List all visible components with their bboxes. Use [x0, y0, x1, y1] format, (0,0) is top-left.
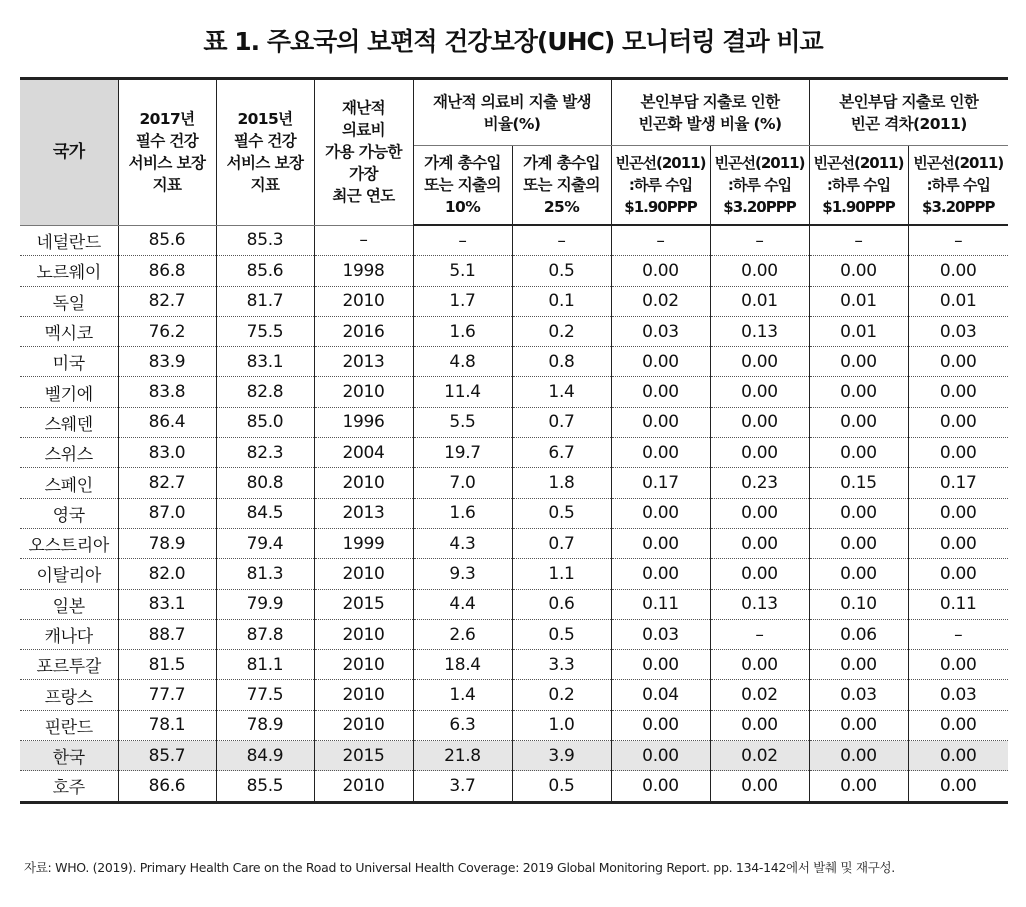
cell-gap-190: 0.00 — [809, 710, 908, 740]
cell-impov-190: 0.00 — [611, 256, 710, 286]
cell-country: 멕시코 — [20, 316, 118, 346]
cell-cat-10: 1.7 — [413, 286, 512, 316]
cell-impov-320: 0.01 — [710, 286, 809, 316]
cell-gap-320: 0.00 — [908, 741, 1008, 771]
cell-country: 핀란드 — [20, 710, 118, 740]
cell-impov-320: 0.02 — [710, 741, 809, 771]
cell-recent-year: 2004 — [314, 438, 413, 468]
cell-gap-190: 0.00 — [809, 438, 908, 468]
cell-cat-25: 6.7 — [512, 438, 611, 468]
cell-country: 스페인 — [20, 468, 118, 498]
cell-recent-year: 1998 — [314, 256, 413, 286]
header-impoverishment-group — [611, 79, 809, 146]
cell-uhc-2017: 85.6 — [118, 225, 216, 256]
cell-uhc-2015: 85.6 — [216, 256, 314, 286]
cell-uhc-2017: 86.4 — [118, 407, 216, 437]
cell-cat-25: 1.4 — [512, 377, 611, 407]
cell-uhc-2015: 78.9 — [216, 710, 314, 740]
cell-uhc-2015: 87.8 — [216, 619, 314, 649]
cell-country: 노르웨이 — [20, 256, 118, 286]
cell-impov-190: 0.03 — [611, 316, 710, 346]
cell-gap-320: – — [908, 619, 1008, 649]
cell-gap-320: 0.00 — [908, 528, 1008, 558]
cell-uhc-2015: 79.9 — [216, 589, 314, 619]
header-gap-320 — [908, 146, 1008, 226]
header-uhc-2015 — [216, 79, 314, 226]
header-line: :하루 수입 — [727, 176, 792, 194]
cell-country: 일본 — [20, 589, 118, 619]
header-catastrophic-group — [413, 79, 611, 146]
cell-gap-320: 0.03 — [908, 680, 1008, 710]
cell-impov-320: 0.13 — [710, 316, 809, 346]
header-line: 재난적 의료비 지출 발생 — [432, 92, 592, 111]
cell-cat-10: 2.6 — [413, 619, 512, 649]
cell-gap-320: 0.00 — [908, 347, 1008, 377]
cell-gap-320: 0.00 — [908, 710, 1008, 740]
cell-cat-10: 6.3 — [413, 710, 512, 740]
cell-uhc-2017: 81.5 — [118, 650, 216, 680]
cell-cat-25: 0.2 — [512, 680, 611, 710]
cell-country: 오스트리아 — [20, 528, 118, 558]
cell-country: 벨기에 — [20, 377, 118, 407]
cell-uhc-2017: 87.0 — [118, 498, 216, 528]
header-line: :하루 수입 — [926, 176, 990, 194]
cell-country: 스위스 — [20, 438, 118, 468]
cell-gap-320: 0.00 — [908, 256, 1008, 286]
header-line: 빈곤화 발생 비율 (%) — [638, 114, 782, 133]
cell-uhc-2015: 85.0 — [216, 407, 314, 437]
cell-gap-190: 0.00 — [809, 650, 908, 680]
cell-country: 독일 — [20, 286, 118, 316]
cell-cat-25: 0.5 — [512, 619, 611, 649]
cell-gap-190: 0.00 — [809, 256, 908, 286]
cell-gap-190: – — [809, 225, 908, 256]
cell-gap-190: 0.15 — [809, 468, 908, 498]
header-line: 가장 — [349, 165, 378, 184]
cell-cat-10: 18.4 — [413, 650, 512, 680]
cell-uhc-2017: 86.6 — [118, 771, 216, 802]
cell-impov-320: 0.00 — [710, 256, 809, 286]
header-line: $3.20PPP — [723, 198, 796, 216]
source-note: 자료: WHO. (2019). Primary Health Care on the Road to Universal Health Coverage: 2019 Global Monitoring Report. pp. 134-142에서 발췌 및 재구성. — [24, 860, 895, 875]
table-row — [20, 256, 1008, 286]
cell-gap-320: 0.01 — [908, 286, 1008, 316]
header-gap-190 — [809, 146, 908, 226]
cell-cat-10: 7.0 — [413, 468, 512, 498]
header-cat-25 — [512, 146, 611, 226]
cell-recent-year: 1996 — [314, 407, 413, 437]
cell-impov-320: – — [710, 619, 809, 649]
header-line: 빈곤선(2011) — [813, 154, 904, 172]
cell-gap-320: 0.00 — [908, 771, 1008, 802]
table-row — [20, 559, 1008, 589]
table-row — [20, 680, 1008, 710]
table-row — [20, 498, 1008, 528]
cell-uhc-2015: 81.1 — [216, 650, 314, 680]
cell-country: 호주 — [20, 771, 118, 802]
cell-gap-190: 0.00 — [809, 559, 908, 589]
cell-uhc-2017: 76.2 — [118, 316, 216, 346]
table-row — [20, 286, 1008, 316]
header-impov-320 — [710, 146, 809, 226]
cell-impov-320: 0.00 — [710, 377, 809, 407]
cell-cat-25: 0.5 — [512, 256, 611, 286]
cell-uhc-2015: 85.5 — [216, 771, 314, 802]
cell-impov-320: 0.23 — [710, 468, 809, 498]
cell-gap-190: 0.00 — [809, 347, 908, 377]
header-line: 가용 가능한 — [325, 143, 402, 162]
cell-gap-320: 0.00 — [908, 650, 1008, 680]
cell-recent-year: 2010 — [314, 771, 413, 802]
cell-recent-year: 2010 — [314, 619, 413, 649]
header-recent-year — [314, 79, 413, 226]
cell-uhc-2015: 79.4 — [216, 528, 314, 558]
cell-uhc-2017: 82.0 — [118, 559, 216, 589]
cell-cat-10: 9.3 — [413, 559, 512, 589]
header-line: 본인부담 지출로 인한 — [640, 92, 780, 111]
cell-impov-320: – — [710, 225, 809, 256]
cell-cat-10: 4.8 — [413, 347, 512, 377]
cell-impov-320: 0.00 — [710, 650, 809, 680]
cell-gap-320: 0.00 — [908, 438, 1008, 468]
cell-gap-190: 0.00 — [809, 498, 908, 528]
cell-cat-25: 1.0 — [512, 710, 611, 740]
header-line: :하루 수입 — [826, 176, 891, 194]
header-line: 의료비 — [341, 121, 386, 140]
cell-uhc-2017: 77.7 — [118, 680, 216, 710]
cell-recent-year: 2013 — [314, 498, 413, 528]
header-line: $1.90PPP — [624, 198, 697, 216]
header-poverty-gap-group — [809, 79, 1008, 146]
cell-country: 영국 — [20, 498, 118, 528]
cell-gap-320: 0.00 — [908, 377, 1008, 407]
cell-country: 네덜란드 — [20, 225, 118, 256]
cell-uhc-2017: 83.1 — [118, 589, 216, 619]
header-line: 필수 건강 — [233, 132, 297, 151]
table-row — [20, 407, 1008, 437]
cell-impov-190: 0.00 — [611, 407, 710, 437]
table-row — [20, 377, 1008, 407]
cell-cat-10: 19.7 — [413, 438, 512, 468]
cell-uhc-2015: 80.8 — [216, 468, 314, 498]
header-line: 25% — [543, 198, 580, 216]
table-row — [20, 771, 1008, 802]
cell-country: 미국 — [20, 347, 118, 377]
cell-uhc-2017: 78.1 — [118, 710, 216, 740]
table-row — [20, 619, 1008, 649]
cell-gap-190: 0.01 — [809, 286, 908, 316]
header-line: 10% — [444, 198, 481, 216]
table-row — [20, 347, 1008, 377]
header-cat-10 — [413, 146, 512, 226]
cell-cat-10: 11.4 — [413, 377, 512, 407]
cell-impov-320: 0.00 — [710, 438, 809, 468]
cell-country: 스웨덴 — [20, 407, 118, 437]
header-line: $3.20PPP — [922, 198, 995, 216]
cell-impov-190: 0.00 — [611, 498, 710, 528]
header-line: 가계 총수입 — [523, 154, 600, 172]
header-uhc-2017 — [118, 79, 216, 226]
header-line: 재난적 — [341, 99, 386, 118]
cell-gap-190: 0.00 — [809, 771, 908, 802]
cell-uhc-2015: 81.7 — [216, 286, 314, 316]
cell-cat-25: 0.7 — [512, 407, 611, 437]
cell-gap-320: 0.03 — [908, 316, 1008, 346]
cell-gap-320: 0.17 — [908, 468, 1008, 498]
table-row — [20, 589, 1008, 619]
cell-uhc-2015: 81.3 — [216, 559, 314, 589]
cell-cat-25: 3.9 — [512, 741, 611, 771]
header-line: 또는 지출의 — [424, 176, 501, 194]
cell-impov-320: 0.02 — [710, 680, 809, 710]
cell-uhc-2017: 82.7 — [118, 286, 216, 316]
cell-country: 프랑스 — [20, 680, 118, 710]
cell-uhc-2017: 83.0 — [118, 438, 216, 468]
cell-cat-25: 0.5 — [512, 771, 611, 802]
cell-cat-25: 0.6 — [512, 589, 611, 619]
table-body — [20, 225, 1008, 802]
cell-impov-320: 0.00 — [710, 710, 809, 740]
header-line: 빈곤선(2011) — [714, 154, 805, 172]
header-line: 서비스 보장 — [128, 154, 206, 173]
header-line: 최근 연도 — [332, 187, 395, 206]
cell-gap-190: 0.01 — [809, 316, 908, 346]
table-row — [20, 741, 1008, 771]
cell-cat-25: 1.8 — [512, 468, 611, 498]
cell-uhc-2017: 85.7 — [118, 741, 216, 771]
table-header — [20, 79, 1008, 226]
cell-impov-190: 0.11 — [611, 589, 710, 619]
cell-uhc-2015: 82.8 — [216, 377, 314, 407]
cell-uhc-2017: 83.8 — [118, 377, 216, 407]
cell-impov-190: 0.03 — [611, 619, 710, 649]
header-country: 국가 — [20, 79, 118, 226]
cell-gap-320: 0.00 — [908, 498, 1008, 528]
table-row — [20, 528, 1008, 558]
cell-uhc-2015: 85.3 — [216, 225, 314, 256]
cell-gap-190: 0.06 — [809, 619, 908, 649]
header-line: 필수 건강 — [135, 132, 199, 151]
cell-impov-190: 0.00 — [611, 559, 710, 589]
cell-uhc-2017: 88.7 — [118, 619, 216, 649]
table-row — [20, 225, 1008, 256]
cell-cat-10: 4.4 — [413, 589, 512, 619]
header-line: 2017년 — [139, 110, 195, 129]
cell-uhc-2017: 83.9 — [118, 347, 216, 377]
cell-recent-year: 2010 — [314, 286, 413, 316]
cell-recent-year: 2010 — [314, 650, 413, 680]
header-line: 비율(%) — [483, 114, 541, 133]
cell-impov-320: 0.00 — [710, 528, 809, 558]
cell-impov-190: 0.17 — [611, 468, 710, 498]
header-line: 빈곤선(2011) — [913, 154, 1004, 172]
cell-uhc-2015: 83.1 — [216, 347, 314, 377]
cell-impov-190: 0.00 — [611, 438, 710, 468]
cell-gap-320: – — [908, 225, 1008, 256]
header-line: 지표 — [250, 176, 280, 195]
cell-cat-25: 0.2 — [512, 316, 611, 346]
cell-recent-year: 2015 — [314, 589, 413, 619]
cell-gap-190: 0.00 — [809, 741, 908, 771]
cell-recent-year: 2010 — [314, 710, 413, 740]
cell-impov-190: 0.00 — [611, 771, 710, 802]
cell-impov-190: 0.00 — [611, 528, 710, 558]
cell-cat-10: 1.4 — [413, 680, 512, 710]
cell-impov-320: 0.00 — [710, 407, 809, 437]
cell-impov-190: 0.02 — [611, 286, 710, 316]
header-line: 빈곤선(2011) — [615, 154, 706, 172]
cell-uhc-2015: 84.9 — [216, 741, 314, 771]
cell-cat-25: 3.3 — [512, 650, 611, 680]
header-line: 본인부담 지출로 인한 — [839, 92, 979, 111]
cell-gap-320: 0.00 — [908, 407, 1008, 437]
cell-cat-25: 0.1 — [512, 286, 611, 316]
header-line: 빈곤 격차(2011) — [850, 114, 967, 133]
cell-cat-10: 21.8 — [413, 741, 512, 771]
cell-recent-year: 2010 — [314, 559, 413, 589]
cell-recent-year: 2010 — [314, 680, 413, 710]
cell-impov-190: 0.00 — [611, 710, 710, 740]
cell-gap-190: 0.03 — [809, 680, 908, 710]
table-row — [20, 710, 1008, 740]
cell-uhc-2015: 75.5 — [216, 316, 314, 346]
cell-cat-25: 1.1 — [512, 559, 611, 589]
cell-country: 한국 — [20, 741, 118, 771]
cell-recent-year: 2013 — [314, 347, 413, 377]
cell-cat-25: 0.5 — [512, 498, 611, 528]
cell-impov-320: 0.00 — [710, 559, 809, 589]
cell-cat-10: 3.7 — [413, 771, 512, 802]
cell-cat-10: 5.5 — [413, 407, 512, 437]
cell-gap-190: 0.00 — [809, 407, 908, 437]
cell-country: 이탈리아 — [20, 559, 118, 589]
cell-impov-320: 0.13 — [710, 589, 809, 619]
cell-gap-320: 0.11 — [908, 589, 1008, 619]
header-line: 또는 지출의 — [523, 176, 600, 194]
cell-recent-year: 1999 — [314, 528, 413, 558]
cell-recent-year: 2010 — [314, 377, 413, 407]
table-title: 표 1. 주요국의 보편적 건강보장(UHC) 모니터링 결과 비교 — [203, 27, 823, 56]
cell-uhc-2017: 82.7 — [118, 468, 216, 498]
cell-impov-320: 0.00 — [710, 347, 809, 377]
header-line: 가계 총수입 — [424, 154, 501, 172]
cell-cat-10: – — [413, 225, 512, 256]
cell-gap-190: 0.10 — [809, 589, 908, 619]
cell-gap-190: 0.00 — [809, 377, 908, 407]
cell-cat-25: – — [512, 225, 611, 256]
header-line: 2015년 — [237, 110, 293, 129]
cell-cat-10: 1.6 — [413, 498, 512, 528]
cell-impov-190: 0.00 — [611, 650, 710, 680]
header-line: :하루 수입 — [628, 176, 693, 194]
cell-uhc-2015: 77.5 — [216, 680, 314, 710]
table-row — [20, 650, 1008, 680]
table-row — [20, 438, 1008, 468]
cell-cat-25: 0.8 — [512, 347, 611, 377]
cell-country: 포르투갈 — [20, 650, 118, 680]
cell-uhc-2015: 82.3 — [216, 438, 314, 468]
cell-uhc-2017: 78.9 — [118, 528, 216, 558]
cell-impov-190: 0.00 — [611, 377, 710, 407]
cell-cat-10: 4.3 — [413, 528, 512, 558]
header-line: $1.90PPP — [822, 198, 895, 216]
cell-uhc-2015: 84.5 — [216, 498, 314, 528]
table-row — [20, 316, 1008, 346]
table-row — [20, 468, 1008, 498]
cell-country: 캐나다 — [20, 619, 118, 649]
cell-impov-190: – — [611, 225, 710, 256]
cell-recent-year: 2010 — [314, 468, 413, 498]
header-line: 지표 — [152, 176, 182, 195]
cell-gap-190: 0.00 — [809, 528, 908, 558]
header-line: 서비스 보장 — [226, 154, 304, 173]
cell-impov-320: 0.00 — [710, 498, 809, 528]
cell-impov-190: 0.04 — [611, 680, 710, 710]
cell-impov-190: 0.00 — [611, 347, 710, 377]
cell-gap-320: 0.00 — [908, 559, 1008, 589]
cell-recent-year: – — [314, 225, 413, 256]
cell-cat-10: 5.1 — [413, 256, 512, 286]
uhc-comparison-table — [20, 77, 1008, 804]
cell-cat-10: 1.6 — [413, 316, 512, 346]
cell-recent-year: 2016 — [314, 316, 413, 346]
cell-impov-320: 0.00 — [710, 771, 809, 802]
header-impov-190 — [611, 146, 710, 226]
cell-impov-190: 0.00 — [611, 741, 710, 771]
cell-cat-25: 0.7 — [512, 528, 611, 558]
cell-uhc-2017: 86.8 — [118, 256, 216, 286]
cell-recent-year: 2015 — [314, 741, 413, 771]
